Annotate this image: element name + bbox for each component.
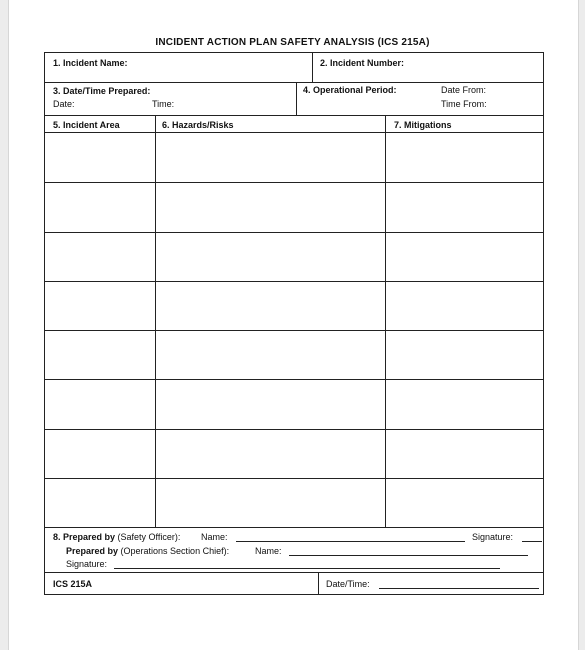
hazards-risks-cell[interactable] — [156, 479, 385, 526]
hazards-risks-cell[interactable] — [156, 134, 385, 181]
mitigations-cell[interactable] — [386, 183, 543, 230]
footer-divider — [44, 572, 544, 573]
row1-divider — [44, 82, 544, 83]
safety-officer-name-field[interactable] — [236, 541, 465, 542]
footer-vsep — [318, 572, 319, 595]
operational-period-field[interactable] — [492, 84, 540, 112]
incident-number-label: 2. Incident Number: — [320, 58, 405, 68]
mitigations-cell[interactable] — [386, 479, 543, 526]
footer-date-time-label: Date/Time: — [326, 579, 370, 589]
mitigations-cell[interactable] — [386, 233, 543, 280]
time-field[interactable] — [180, 97, 290, 112]
name-label-2: Name: — [255, 546, 282, 556]
date-time-prepared-label: 3. Date/Time Prepared: — [53, 86, 151, 96]
hazards-risks-cell[interactable] — [156, 380, 385, 427]
prepared-by-ops-chief: Prepared by (Operations Section Chief): — [66, 546, 230, 556]
mitigations-cell[interactable] — [386, 282, 543, 329]
row-divider — [44, 379, 544, 380]
table-bottom — [44, 527, 544, 528]
time-from-label: Time From: — [441, 99, 487, 109]
row-divider — [44, 330, 544, 331]
row2-vsep — [296, 82, 297, 116]
hazards-risks-cell[interactable] — [156, 282, 385, 329]
footer-date-time-field[interactable] — [379, 588, 539, 589]
date-field[interactable] — [80, 97, 146, 112]
hazards-risks-cell[interactable] — [156, 183, 385, 230]
ops-chief-name-field[interactable] — [289, 555, 528, 556]
incident-name-label: 1. Incident Name: — [53, 58, 128, 68]
row-divider — [44, 182, 544, 183]
row-divider — [44, 429, 544, 430]
hazards-risks-cell[interactable] — [156, 430, 385, 477]
ops-chief-signature-field[interactable] — [114, 568, 500, 569]
row1-vsep — [312, 52, 313, 83]
mitigations-cell[interactable] — [386, 331, 543, 378]
mitigations-cell[interactable] — [386, 430, 543, 477]
incident-area-cell[interactable] — [45, 282, 155, 329]
incident-area-cell[interactable] — [45, 479, 155, 526]
row-divider — [44, 281, 544, 282]
signature-label-2: Signature: — [66, 559, 108, 569]
incident-number-field[interactable] — [418, 54, 540, 80]
col-hazards-risks: 6. Hazards/Risks — [162, 120, 234, 130]
prepared-by-safety-officer: 8. Prepared by (Safety Officer): — [53, 532, 181, 542]
hazards-risks-cell[interactable] — [156, 233, 385, 280]
signature-label-1: Signature: — [472, 532, 514, 542]
incident-area-cell[interactable] — [45, 380, 155, 427]
mitigations-cell[interactable] — [386, 380, 543, 427]
col-incident-area: 5. Incident Area — [53, 120, 120, 130]
incident-area-cell[interactable] — [45, 331, 155, 378]
date-from-label: Date From: — [441, 85, 487, 95]
col-mitigations: 7. Mitigations — [394, 120, 452, 130]
mitigations-cell[interactable] — [386, 134, 543, 181]
incident-area-cell[interactable] — [45, 183, 155, 230]
incident-area-cell[interactable] — [45, 134, 155, 181]
operational-period-label: 4. Operational Period: — [303, 85, 397, 95]
hazards-risks-cell[interactable] — [156, 331, 385, 378]
footer-form-code: ICS 215A — [53, 579, 93, 589]
incident-name-field[interactable] — [140, 54, 308, 80]
row-divider — [44, 478, 544, 479]
row-divider — [44, 232, 544, 233]
incident-area-cell[interactable] — [45, 430, 155, 477]
form-title: INCIDENT ACTION PLAN SAFETY ANALYSIS (ICS 215A) — [155, 37, 430, 48]
time-label: Time: — [152, 99, 175, 109]
date-label: Date: — [53, 99, 75, 109]
safety-officer-signature-field[interactable] — [522, 541, 542, 542]
incident-area-cell[interactable] — [45, 233, 155, 280]
name-label-1: Name: — [201, 532, 228, 542]
row2-divider — [44, 115, 544, 116]
